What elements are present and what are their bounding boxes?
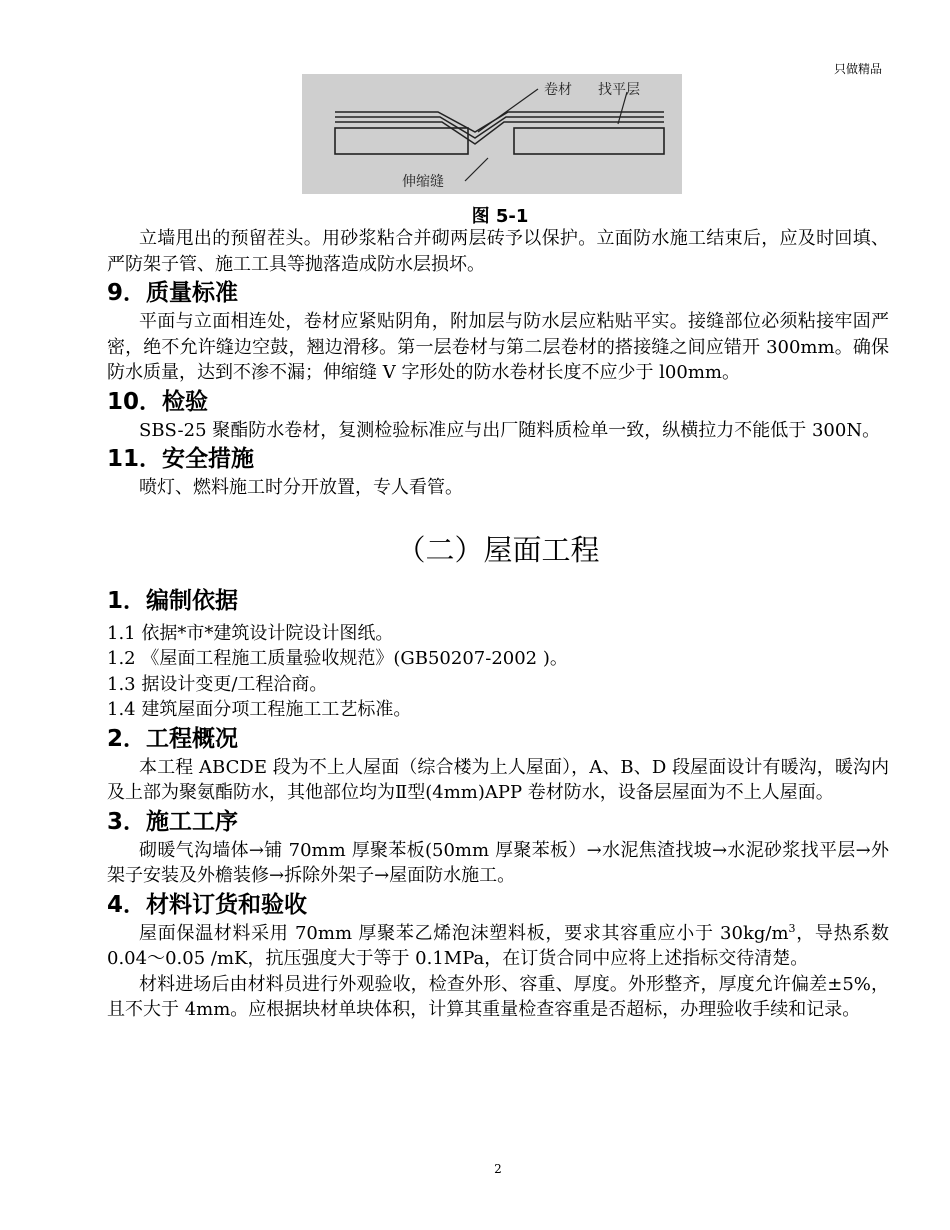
paragraph-procedure: 砌暖气沟墙体→铺 70mm 厚聚苯板(50mm 厚聚苯板）→水泥焦渣找坡→水泥砂浆找平层→外架子安装及外檐装修→拆除外架子→屋面防水施工。 [107, 839, 889, 886]
document-body [107, 226, 889, 1023]
list-item-basis-3: 1.3 据设计变更/工程洽商。 [107, 673, 328, 695]
materials-spec-part2: ，导热系数 0.04～0.05 /mK，抗压强度大于等于 0.1MPa，在订货合同中应将上述指标交待清楚。 [107, 922, 890, 969]
paragraph-quality-standard: 平面与立面相连处，卷材应紧贴阴角，附加层与防水层应粘贴平实。接缝部位必须粘接牢固严密，绝不允许缝边空鼓，翘边滑移。第一层卷材与第二层卷材的搭接缝之间应错开 300mm。确保防水质量，达到不渗不漏；伸缩缝 V 字形处的防水卷材长度不应少于 l00mm。 [107, 311, 889, 383]
heading-overview: 2．工程概况 [107, 725, 239, 752]
list-item-basis-2: 1.2 《屋面工程施工质量验收规范》(GB50207-2002 )。 [107, 648, 568, 669]
heading-materials: 4．材料订货和验收 [107, 891, 308, 918]
heading-basis: 1．编制依据 [107, 587, 239, 614]
paragraph-materials-acceptance: 材料进场后由材料员进行外观验收，检查外形、容重、厚度。外形整齐，厚度允许偏差±5%，且不大于 4mm。应根据块材单块体积，计算其重量检查容重是否超标，办理验收手续和记录。 [107, 973, 889, 1020]
paragraph-materials-spec [107, 921, 889, 972]
materials-spec-part1: 屋面保温材料采用 70mm 厚聚苯乙烯泡沫塑料板，要求其容重应小于 30kg/m [139, 922, 789, 944]
membrane-leader [478, 89, 538, 132]
page-number: 2 [494, 1162, 502, 1176]
heading-procedure: 3．施工工序 [107, 808, 239, 835]
list-item-basis-4: 1.4 建筑屋面分项工程施工工艺标准。 [107, 699, 412, 720]
section-title-roof: （二）屋面工程 [396, 532, 600, 567]
label-membrane: 卷材 [544, 82, 572, 98]
heading-inspection: 10．检验 [107, 388, 209, 415]
header-mark: 只做精品 [834, 62, 883, 76]
heading-safety: 11．安全措施 [107, 446, 255, 472]
figure-drawing [302, 74, 682, 194]
heading-quality-standard: 9．质量标准 [107, 280, 239, 306]
superscript-3: 3 [788, 921, 796, 935]
figure-caption: 图 5-1 [471, 206, 529, 227]
list-item-basis-1: 1.1 依据*市*建筑设计院设计图纸。 [107, 622, 394, 644]
membrane-line-1 [335, 122, 664, 144]
paragraph-wall: 立墙甩出的预留茬头。用砂浆粘合并砌两层砖予以保护。立面防水施工结束后，应及时回填、严防架子管、施工工具等抛落造成防水层损坏。 [107, 228, 889, 275]
label-joint: 伸缩缝 [402, 174, 444, 190]
joint-leader [465, 158, 488, 181]
left-slab [335, 128, 468, 154]
paragraph-inspection: SBS-25 聚酯防水卷材，复测检验标准应与出厂随料质检单一致，纵横拉力不能低于 300N。 [139, 419, 881, 441]
expansion-joint-figure [302, 74, 682, 194]
label-leveling: 找平层 [598, 82, 640, 98]
paragraph-overview: 本工程 ABCDE 段为不上人屋面（综合楼为上人屋面），A、B、D 段屋面设计有暖沟，暖沟内及上部为聚氨酯防水，其他部位均为Ⅱ型(4mm)APP 卷材防水，设备层屋面为不上人屋面。 [107, 756, 889, 803]
right-slab [514, 128, 664, 154]
paragraph-safety: 喷灯、燃料施工时分开放置，专人看管。 [139, 477, 463, 498]
